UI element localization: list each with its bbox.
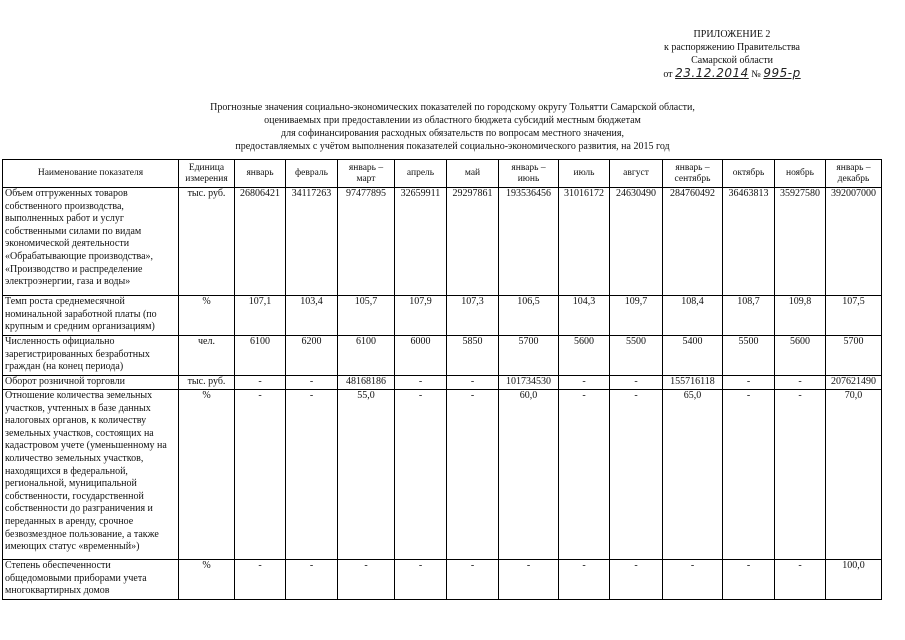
indicator-value: 107,3 bbox=[447, 296, 499, 336]
column-header: январь – декабрь bbox=[826, 160, 882, 188]
column-header: февраль bbox=[286, 160, 338, 188]
table-row bbox=[3, 296, 882, 336]
column-header: июль bbox=[559, 160, 610, 188]
indicator-name: Степень обеспеченности общедомовыми приборами учета многоквартирных домов bbox=[3, 560, 179, 600]
indicator-value: 70,0 bbox=[826, 390, 882, 560]
table-row bbox=[3, 376, 882, 390]
indicator-value: - bbox=[723, 560, 775, 600]
indicator-value: 5600 bbox=[559, 336, 610, 376]
indicator-value: - bbox=[235, 390, 286, 560]
indicator-value: 100,0 bbox=[826, 560, 882, 600]
column-header: май bbox=[447, 160, 499, 188]
from-label: от bbox=[663, 69, 673, 80]
indicator-value: - bbox=[235, 560, 286, 600]
indicator-value: 6200 bbox=[286, 336, 338, 376]
document-heading bbox=[0, 101, 905, 153]
indicator-value: 5700 bbox=[499, 336, 559, 376]
appendix-line-1: к распоряжению Правительства bbox=[663, 42, 800, 53]
number-label: № bbox=[751, 69, 761, 80]
heading-line-2: оцениваемых при предоставлении из областного бюджета субсидий местным бюджетам bbox=[264, 115, 641, 126]
indicator-value: - bbox=[775, 390, 826, 560]
indicator-value: 29297861 bbox=[447, 188, 499, 296]
indicator-value: 65,0 bbox=[663, 390, 723, 560]
indicator-value: 6000 bbox=[395, 336, 447, 376]
indicator-value: 34117263 bbox=[286, 188, 338, 296]
indicator-value: 5500 bbox=[723, 336, 775, 376]
table-row bbox=[3, 390, 882, 560]
indicator-name: Темп роста среднемесячной номинальной заработной платы (по крупным и средним организациям) bbox=[3, 296, 179, 336]
column-header: январь – март bbox=[338, 160, 395, 188]
indicator-value: 105,7 bbox=[338, 296, 395, 336]
appendix-block bbox=[637, 28, 827, 81]
indicator-value: - bbox=[286, 376, 338, 390]
heading-line-4: предоставляемых с учётом выполнения показателей социально-экономического развития, на 2015 год bbox=[235, 141, 670, 152]
indicators-table bbox=[2, 159, 882, 600]
indicator-value: - bbox=[723, 390, 775, 560]
appendix-line-2: Самарской области bbox=[691, 55, 773, 66]
indicator-unit: тыс. руб. bbox=[179, 188, 235, 296]
indicator-value: 107,5 bbox=[826, 296, 882, 336]
indicator-value: 6100 bbox=[338, 336, 395, 376]
column-header: апрель bbox=[395, 160, 447, 188]
indicator-value: - bbox=[499, 560, 559, 600]
indicator-value: 31016172 bbox=[559, 188, 610, 296]
indicator-unit: % bbox=[179, 390, 235, 560]
indicator-value: - bbox=[447, 376, 499, 390]
column-header: январь bbox=[235, 160, 286, 188]
indicator-unit: % bbox=[179, 296, 235, 336]
indicator-value: 109,7 bbox=[610, 296, 663, 336]
heading-line-1: Прогнозные значения социально-экономических показателей по городскому округу Тольятти Самарской области, bbox=[210, 102, 695, 113]
handwritten-number: 995-р bbox=[763, 66, 801, 80]
indicator-value: 60,0 bbox=[499, 390, 559, 560]
indicator-name: Численность официально зарегистрированных безработных граждан (на конец периода) bbox=[3, 336, 179, 376]
indicator-value: 36463813 bbox=[723, 188, 775, 296]
indicator-value: 24630490 bbox=[610, 188, 663, 296]
table-header-row bbox=[3, 160, 882, 188]
heading-line-3: для софинансирования расходных обязательств по вопросам местного значения, bbox=[281, 128, 624, 139]
indicator-value: 5850 bbox=[447, 336, 499, 376]
indicator-value: 207621490 bbox=[826, 376, 882, 390]
indicator-name: Объем отгруженных товаров собственного производства, выполненных работ и услуг собственными силами по видам экономической деятельности «Обрабатывающие производства», «Производство и распределение электроэнергии, газа и воды» bbox=[3, 188, 179, 296]
indicator-value: - bbox=[610, 560, 663, 600]
indicator-value: - bbox=[775, 560, 826, 600]
indicator-value: - bbox=[559, 560, 610, 600]
indicator-value: - bbox=[723, 376, 775, 390]
indicator-value: - bbox=[286, 560, 338, 600]
indicator-value: 5500 bbox=[610, 336, 663, 376]
indicator-value: - bbox=[610, 376, 663, 390]
table-row bbox=[3, 336, 882, 376]
indicator-value: 392007000 bbox=[826, 188, 882, 296]
indicator-value: - bbox=[447, 560, 499, 600]
indicator-value: 26806421 bbox=[235, 188, 286, 296]
indicator-value: - bbox=[610, 390, 663, 560]
indicator-value: - bbox=[559, 376, 610, 390]
indicator-value: - bbox=[235, 376, 286, 390]
indicator-value: 108,7 bbox=[723, 296, 775, 336]
indicator-value: 5400 bbox=[663, 336, 723, 376]
indicator-value: - bbox=[286, 390, 338, 560]
indicator-value: 101734530 bbox=[499, 376, 559, 390]
handwritten-date: 23.12.2014 bbox=[675, 66, 749, 80]
indicator-unit: чел. bbox=[179, 336, 235, 376]
indicator-value: 104,3 bbox=[559, 296, 610, 336]
indicator-value: 6100 bbox=[235, 336, 286, 376]
indicator-value: 155716118 bbox=[663, 376, 723, 390]
indicator-value: 103,4 bbox=[286, 296, 338, 336]
indicator-value: 108,4 bbox=[663, 296, 723, 336]
appendix-sign-line bbox=[637, 67, 827, 81]
indicator-value: 284760492 bbox=[663, 188, 723, 296]
column-header: ноябрь bbox=[775, 160, 826, 188]
indicator-value: - bbox=[775, 376, 826, 390]
indicator-value: 106,5 bbox=[499, 296, 559, 336]
column-header: январь – июнь bbox=[499, 160, 559, 188]
appendix-title: ПРИЛОЖЕНИЕ 2 bbox=[693, 29, 771, 40]
indicator-value: 193536456 bbox=[499, 188, 559, 296]
table-row bbox=[3, 560, 882, 600]
column-header: Наименование показателя bbox=[3, 160, 179, 188]
indicator-value: - bbox=[395, 560, 447, 600]
indicator-unit: тыс. руб. bbox=[179, 376, 235, 390]
table-row bbox=[3, 188, 882, 296]
indicator-value: - bbox=[395, 376, 447, 390]
column-header: август bbox=[610, 160, 663, 188]
indicator-value: 48168186 bbox=[338, 376, 395, 390]
column-header: январь – сентябрь bbox=[663, 160, 723, 188]
indicator-value: 5700 bbox=[826, 336, 882, 376]
indicator-name: Оборот розничной торговли bbox=[3, 376, 179, 390]
indicator-value: 97477895 bbox=[338, 188, 395, 296]
indicator-unit: % bbox=[179, 560, 235, 600]
indicator-value: 35927580 bbox=[775, 188, 826, 296]
indicator-value: - bbox=[663, 560, 723, 600]
column-header: Единица измерения bbox=[179, 160, 235, 188]
indicator-value: 109,8 bbox=[775, 296, 826, 336]
indicator-name: Отношение количества земельных участков, учтенных в базе данных налоговых органов, к количеству земельных участков, состоящих на кадастровом учете (уменьшенному на количество земельных участков, находящихся в федеральной, региональной, муниципальной собственности, государственной собственности до разграничения и переданных в аренду, срочное безвозмездное пользование, а также имеющих статус «временный») bbox=[3, 390, 179, 560]
indicator-value: - bbox=[559, 390, 610, 560]
indicator-value: - bbox=[395, 390, 447, 560]
indicator-value: 55,0 bbox=[338, 390, 395, 560]
indicator-value: 5600 bbox=[775, 336, 826, 376]
indicator-value: 107,9 bbox=[395, 296, 447, 336]
indicator-value: - bbox=[338, 560, 395, 600]
indicator-value: - bbox=[447, 390, 499, 560]
indicator-value: 32659911 bbox=[395, 188, 447, 296]
column-header: октябрь bbox=[723, 160, 775, 188]
indicator-value: 107,1 bbox=[235, 296, 286, 336]
